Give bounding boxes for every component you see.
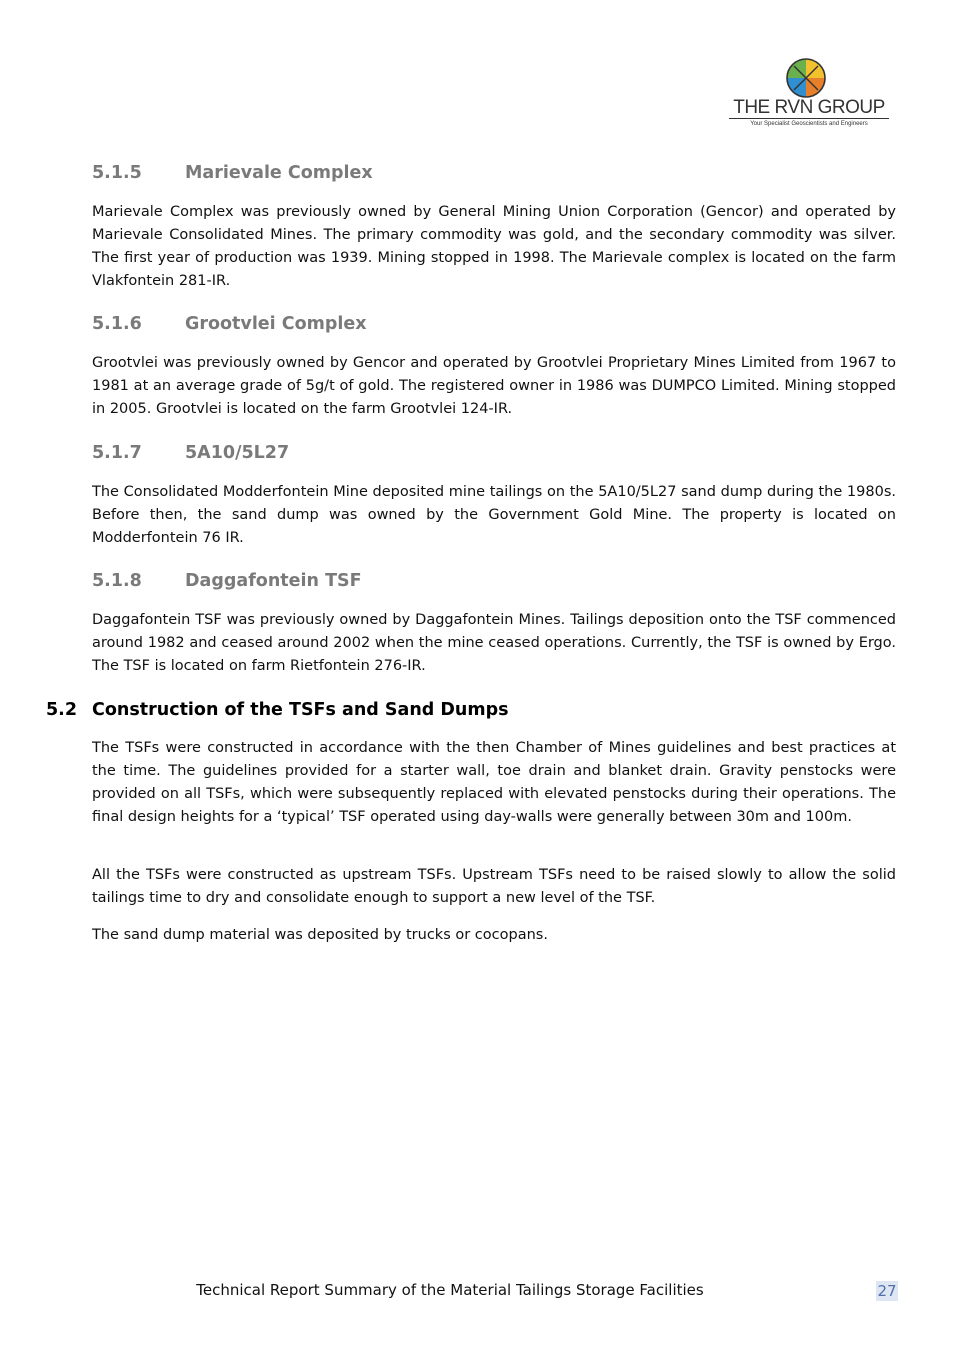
- paragraph-grootvlei: Grootvlei was previously owned by Gencor and operated by Grootvlei Proprietary Mines Limited from 1967 to 1981 at an average grade of 5g/t of gold. The registered owner in 1986 was DUMPCO Limited. Mining stopped in 2005. Grootvlei is located on the farm Grootvlei 124-IR.: [92, 355, 896, 417]
- section-heading-5-1-7: [92, 443, 289, 463]
- paragraph-marievale: Marievale Complex was previously owned by General Mining Union Corporation (Gencor) and operated by Marievale Consolidated Mines. The primary commodity was gold, and the secondary commodity was silver. The first year of production was 1939. Mining stopped in 1998. The Marievale complex is located on the farm Vlakfontein 281-IR.: [92, 204, 896, 289]
- paragraph-upstream-tsfs: All the TSFs were constructed as upstream TSFs. Upstream TSFs need to be raised slowly to allow the solid tailings time to dry and consolidate enough to support a new level of the TSF.: [92, 867, 896, 906]
- logo-tagline: Your Specialist Geoscientists and Engineers: [750, 121, 868, 127]
- section-title: Construction of the TSFs and Sand Dumps: [92, 700, 509, 720]
- logo-name: THE RVN GROUP: [729, 98, 889, 119]
- section-title: Grootvlei Complex: [185, 314, 367, 334]
- section-title: Daggafontein TSF: [185, 571, 362, 591]
- section-number: 5.1.7: [92, 443, 142, 463]
- section-heading-5-1-6: [92, 314, 367, 334]
- section-heading-5-1-8: [92, 571, 362, 591]
- section-heading-5-2: [46, 700, 509, 720]
- paragraph-construction-guidelines: The TSFs were constructed in accordance with the then Chamber of Mines guidelines and best practices at the time. The guidelines provided for a starter wall, toe drain and blanket drain. Gravity penstocks were provided on all TSFs, which were subsequently replaced with elevated penstocks during their operations. The final design heights for a ‘typical’ TSF operated using day-walls were generally between 30m and 100m.: [92, 740, 896, 825]
- section-number: 5.1.5: [92, 163, 142, 183]
- company-logo: [729, 58, 889, 133]
- section-title: Marievale Complex: [185, 163, 373, 183]
- paragraph-daggafontein: Daggafontein TSF was previously owned by Daggafontein Mines. Tailings deposition onto the TSF commenced around 1982 and ceased around 2002 when the mine ceased operations. Currently, the TSF is owned by Ergo. The TSF is located on farm Rietfontein 276-IR.: [92, 612, 896, 674]
- footer-title: Technical Report Summary of the Material Tailings Storage Facilities: [196, 1281, 704, 1299]
- section-title: 5A10/5L27: [185, 443, 290, 463]
- paragraph-5a10-5l27: The Consolidated Modderfontein Mine deposited mine tailings on the 5A10/5L27 sand dump during the 1980s. Before then, the sand dump was owned by the Government Gold Mine. The property is located on Modderfontein 76 IR.: [92, 484, 896, 546]
- logo-circle-icon: [786, 58, 826, 98]
- section-number: 5.1.8: [92, 571, 142, 591]
- paragraph-sand-dump: The sand dump material was deposited by trucks or cocopans.: [92, 927, 548, 943]
- section-number: 5.2: [46, 700, 78, 720]
- section-number: 5.1.6: [92, 314, 142, 334]
- section-heading-5-1-5: [92, 163, 373, 183]
- page-number: 27: [877, 1282, 897, 1300]
